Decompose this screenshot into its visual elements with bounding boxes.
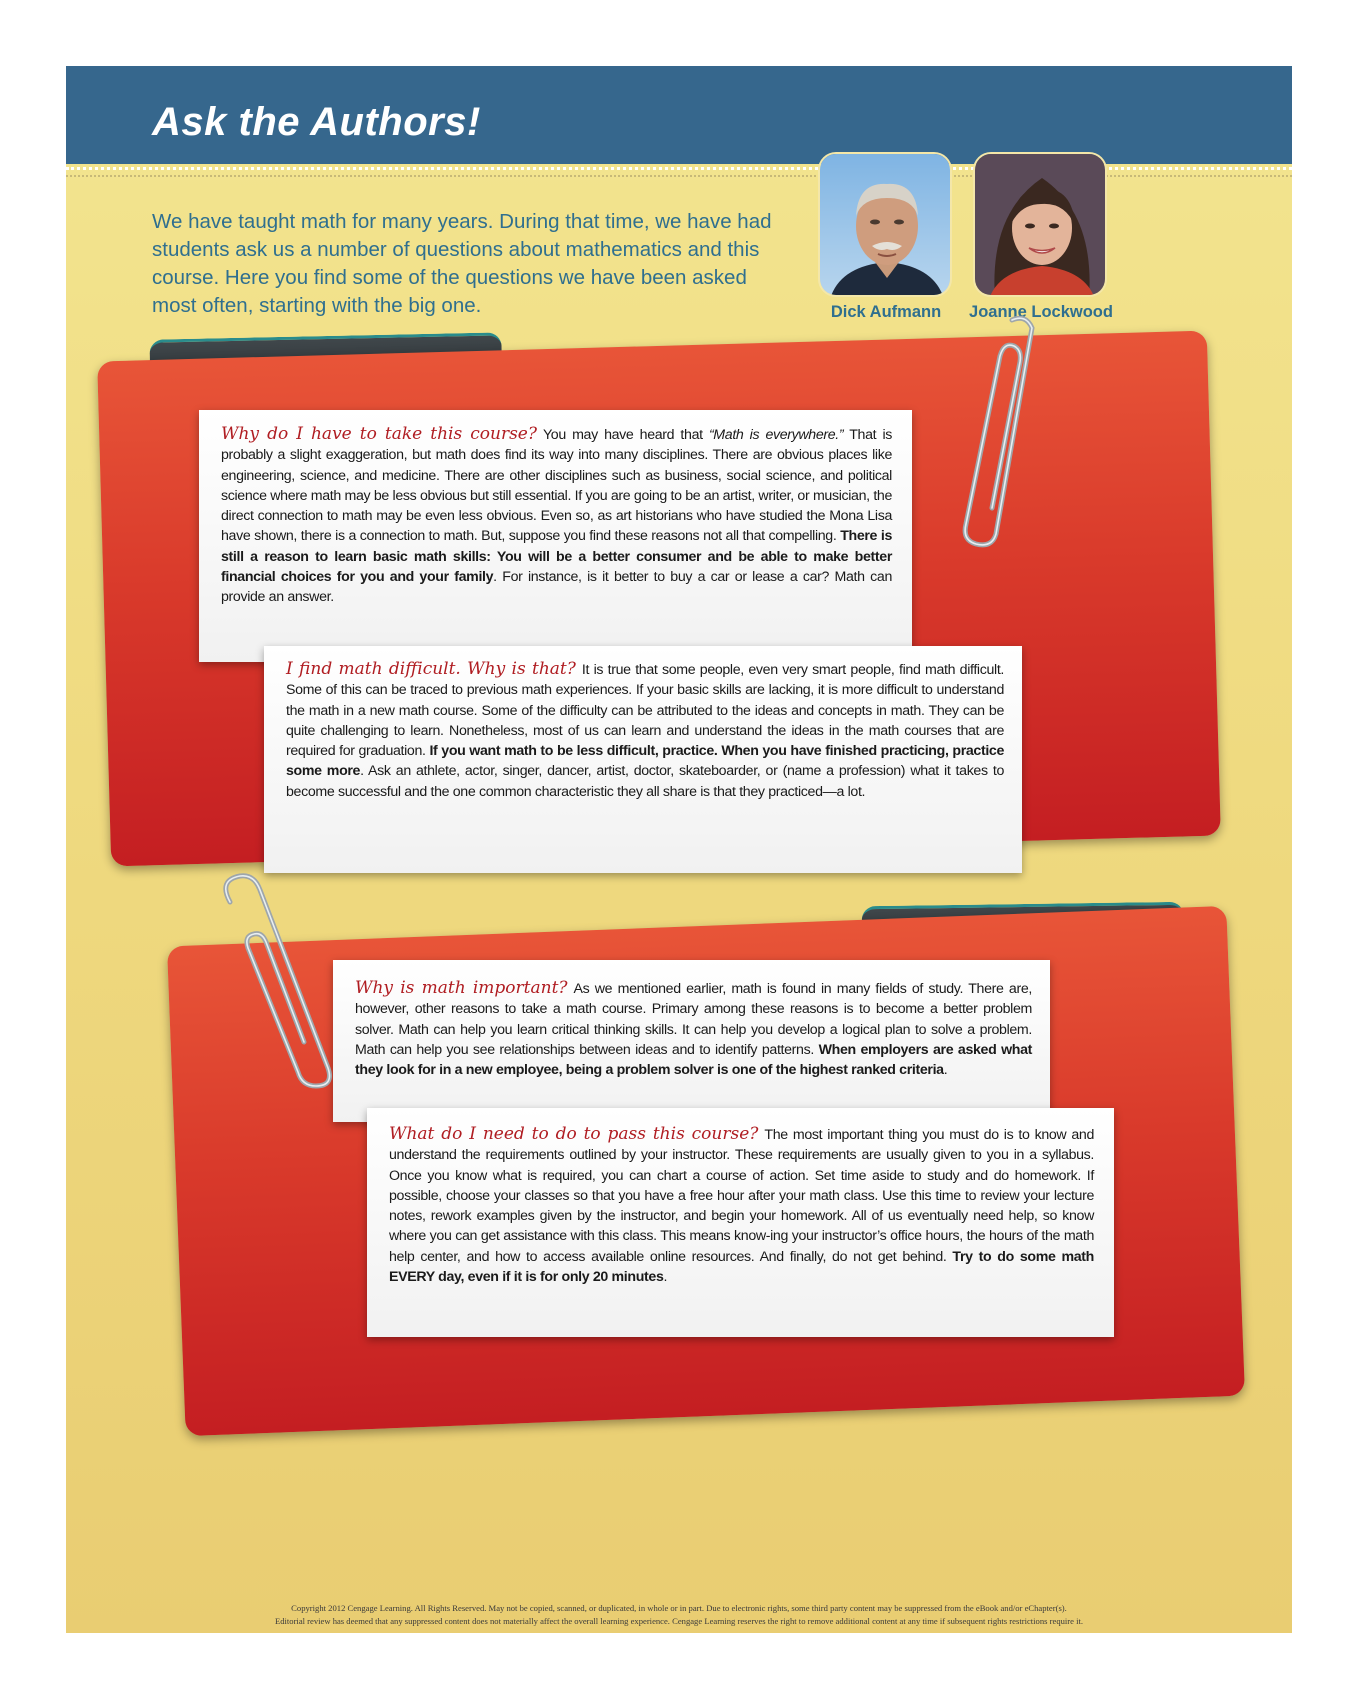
author-joanne: [969, 152, 1113, 322]
answer-emphasis: There is still a reason to learn basic math skills: You will be a better consumer and be able to make better financial choices for you and your family: [221, 528, 892, 586]
question-heading: I find math difficult. Why is that?: [286, 659, 576, 679]
author-name: Dick Aufmann: [830, 303, 942, 321]
question-heading: What do I need to do to pass this course?: [389, 1124, 759, 1144]
woman-portrait-icon: [975, 154, 1107, 297]
answer-text: The most important thing you must do is to know and understand the requirements outlined by your instructor. These requirements are usually given to you in a syllabus. Once you know what is required, you can chart a course of action. Set time aside to study and do homework. If possible, choose your classes so that you have a free hour after your math class. Use this time to review your lecture notes, rework examples given by the instructor, and begin your homework. All of us eventually need help, so know where you can get assistance with this class. This means know-ing your instructor’s office hours, the hours of the math help center, and how to access available online resources. And finally, do not get behind.: [389, 1127, 1095, 1265]
question-heading: Why is math important?: [355, 978, 568, 998]
answer-text: .: [943, 1062, 948, 1079]
copyright-notice: [66, 1602, 1292, 1628]
paperclip-icon: [954, 312, 1044, 552]
answer-text: .: [663, 1269, 668, 1286]
copyright-line: Editorial review has deemed that any suppressed content does not materially affect the overall learning experience. Cengage Learning reserves the right to remove additional content at any time if subsequent rights restrictions require it.: [274, 1616, 1084, 1626]
answer-text: That is probably a slight exaggeration, but math does find its way into many disciplines. There are obvious places like engineering, science, and medicine. There are other disciplines such as business, social science, and political science where math may be less obvious but still essential. If you are going to be an artist, writer, or musician, the direct connection to math may be even less obvious. Even so, as art historians who have studied the Mona Lisa have shown, there is a connection to math. But, suppose you find these reasons not all that compelling.: [221, 427, 893, 545]
author-photo: [818, 152, 952, 297]
answer-quote: “Math is everywhere.”: [708, 427, 844, 443]
answer-text: It is true that some people, even very smart people, find math difficult. Some of this can be traced to previous math experiences. If your basic skills are lacking, it is more difficult to understand the math in a new math course. Some of the difficulty can be attributed to the ideas and concepts in math. They can be quite challenging to learn. Nonetheless, most of us can learn and understand the ideas in the math courses that are required for graduation.: [286, 662, 1004, 760]
copyright-line: Copyright 2012 Cengage Learning. All Rights Reserved. May not be copied, scanned, or duplicated, in whole or in part. Due to electronic rights, some third party content may be suppressed from the eBook and/or eChapter(s).: [291, 1603, 1067, 1613]
author-name: Joanne Lockwood: [969, 303, 1113, 321]
answer-emphasis: If you want math to be less difficult, practice. When you have finished practicing, practice some more: [286, 743, 1004, 780]
qa-card: [333, 960, 1050, 1122]
answer-text: . For instance, is it better to buy a car or lease a car? Math can provide an answer.: [221, 569, 892, 606]
man-portrait-icon: [820, 154, 952, 297]
page-title: Ask the Authors!: [152, 100, 481, 144]
answer-text: You may have heard that: [542, 427, 709, 443]
header-band: [66, 66, 1292, 164]
intro-paragraph: We have taught math for many years. During that time, we have had students ask us a number of questions about mathematics and this course. Here you find some of the questions we have been asked most often, starting with the big one.: [152, 210, 772, 317]
qa-card: [199, 410, 912, 662]
answer-emphasis: Try to do some math EVERY day, even if it is for only 20 minutes: [389, 1248, 1094, 1286]
question-heading: Why do I have to take this course?: [221, 424, 537, 444]
qa-card: [264, 646, 1022, 873]
author-dick: [818, 152, 954, 322]
paperclip-icon: [208, 872, 358, 1092]
author-photo: [973, 152, 1107, 297]
answer-emphasis: When employers are asked what they look for in a new employee, being a problem solver is one of the highest ranked criteria: [355, 1041, 1032, 1079]
qa-card: [367, 1108, 1114, 1337]
answer-text: . Ask an athlete, actor, singer, dancer, artist, doctor, skateboarder, or (name a profession) what it takes to become successful and the one common characteristic they all share is that they practiced—a lot.: [286, 763, 1004, 800]
answer-text: As we mentioned earlier, math is found in many fields of study. There are, however, other reasons to take a math course. Primary among these reasons is to become a better problem solver. Math can help you learn critical thinking skills. It can help you develop a logical plan to solve a problem. Math can help you see relationships between ideas and to identify patterns.: [355, 981, 1032, 1058]
page: [66, 66, 1292, 1633]
